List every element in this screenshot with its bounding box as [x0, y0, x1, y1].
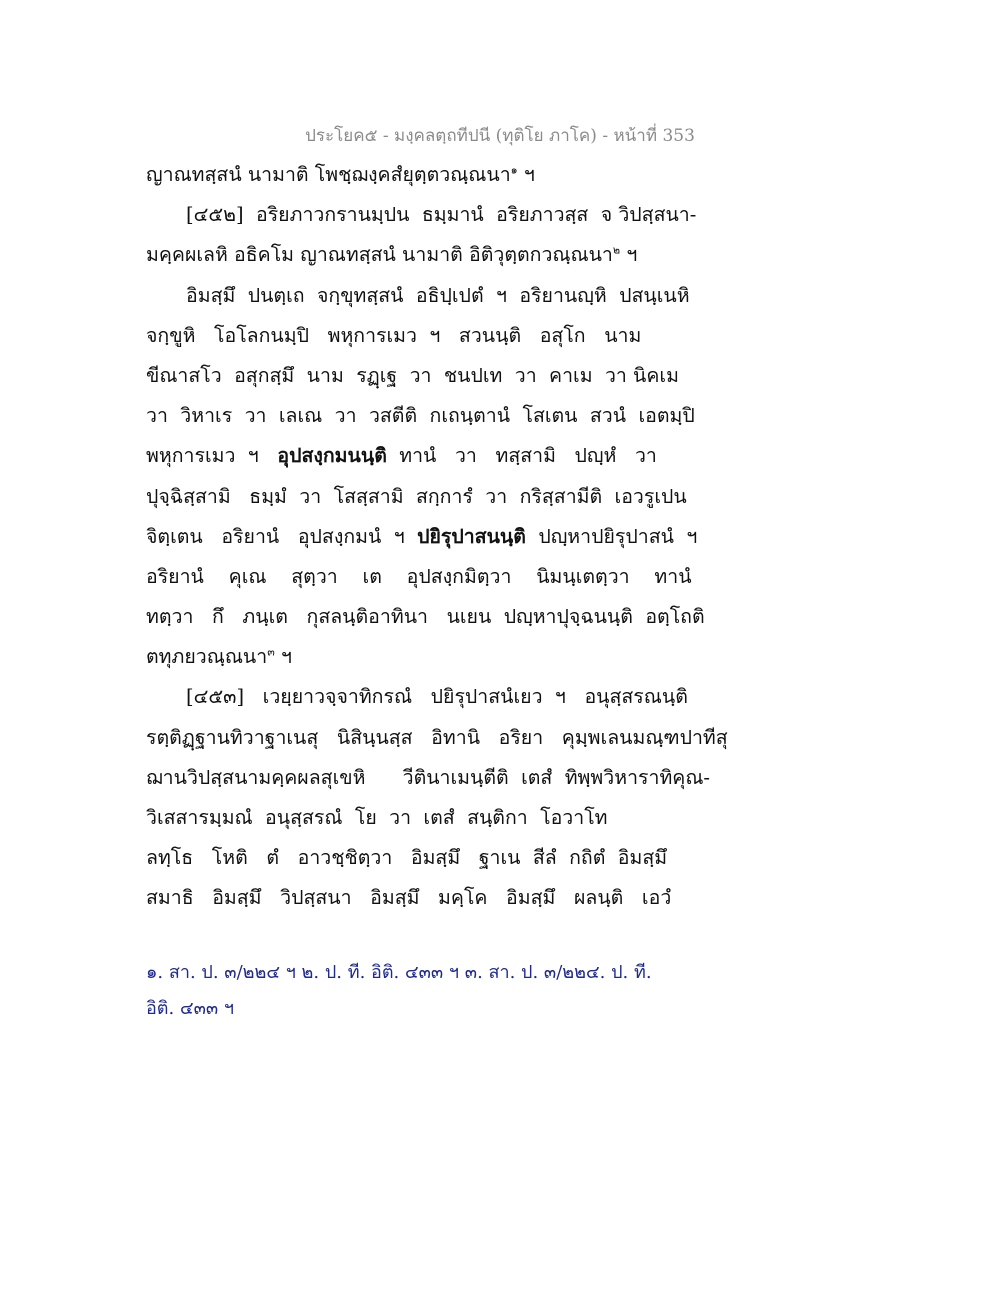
text-segment: [๔๕๒] อริยภาวกรานมฺปน ธมฺมานํ อริยภาวสฺส จ วิปสฺสนา-: [186, 203, 697, 227]
text-segment: ฯ: [517, 163, 535, 186]
text-line: [146, 677, 746, 717]
text-line: [146, 557, 746, 597]
footnotes: [146, 955, 746, 1027]
text-segment: มคฺคผเลหิ อธิคโม ญาณทสฺสนํ นามาติ อิติวุตฺตกวณฺณนา: [146, 243, 613, 267]
text-segment: อิมสฺมึ ปนตฺเถ จกฺขุทสฺสนํ อธิปฺเปตํ ฯ อริยานญฺหิ ปสนฺเนหิ: [186, 283, 690, 307]
text-segment: ทตฺวา กึ ภนฺเต กุสลนฺติอาทินา นเยน ปญฺหาปุจฺฉนนฺติ อตฺโถติ: [146, 605, 705, 629]
text-segment: วา วิหาเร วา เลเณ วา วสตีติ กเถนฺตานํ โสเตน สวนํ เอตมฺปิ: [146, 404, 695, 428]
text-line: [146, 597, 746, 637]
text-segment: ฌานวิปสฺสนามคฺคผลสุเขหิ วีตินาเมนฺตีติ เตสํ ทิพฺพวิหาราทิคุณ-: [146, 765, 711, 789]
text-segment: จกฺขูหิ โอโลกนมฺปิ พหุการเมว ฯ สวนนฺติ อสุโก นาม: [146, 323, 642, 347]
text-segment: [๔๕๓] เวยฺยาวจฺจาทิกรณํ ปยิรุปาสนํเยว ฯ อนุสฺสรณนฺติ: [186, 685, 688, 709]
text-segment: ญาณทสฺสนํ นามาติ โพชฺฌงฺคสํยุตฺตวณฺณนา: [146, 163, 511, 186]
text-segment: ฯ: [620, 243, 638, 267]
text-line: [146, 517, 746, 557]
footnote-line: อิติ. ๔๓๓ ฯ: [146, 998, 235, 1019]
text-segment: รตฺติฏฺฐานทิวาฐาเนสุ นิสินฺนสฺส อิทานิ อริยา คุมฺพเลนมณฺฑปาทีสุ: [146, 725, 728, 749]
text-line: [146, 436, 746, 476]
footnote-line: ๑. สา. ป. ๓/๒๒๔ ฯ ๒. ป. ที. อิติ. ๔๓๓ ฯ ๓. สา. ป. ๓/๒๒๔. ป. ที.: [146, 962, 652, 983]
text-segment: ขีณาสโว อสุกสฺมึ นาม รฏฺเฐ วา ชนปเท วา คาเม วา นิคเม: [146, 363, 679, 387]
text-segment: ปุจฺฉิสฺสามิ ธมฺมํ วา โสสฺสามิ สกฺการํ วา กริสฺสามีติ เอวรูเปน: [146, 484, 687, 508]
footnote-marker: ๑: [510, 163, 518, 177]
body-text: [146, 155, 746, 919]
text-segment: พหุการเมว ฯ: [146, 444, 278, 468]
text-line: [146, 316, 746, 356]
text-line: [146, 798, 746, 838]
text-line: [146, 235, 746, 275]
text-line: [146, 878, 746, 918]
text-line: [146, 396, 746, 436]
bold-term: อุปสงฺกมนนฺติ: [277, 444, 387, 468]
text-line: [146, 276, 746, 316]
text-segment: ตทุภยวณฺณนา: [146, 645, 268, 669]
text-segment: ฯ: [274, 645, 292, 669]
text-line: [146, 637, 746, 677]
footnote-marker: ๓: [267, 645, 275, 659]
text-segment: ทานํ วา ทสฺสามิ ปญฺหํ วา: [386, 444, 657, 468]
text-line: [146, 718, 746, 758]
text-segment: สมาธิ อิมสฺมึ วิปสฺสนา อิมสฺมึ มคฺโค อิมสฺมึ ผลนฺติ เอวํ: [146, 886, 672, 910]
footnote-marker: ๒: [612, 243, 621, 257]
text-line: [146, 155, 746, 195]
text-line: [146, 356, 746, 396]
running-header: ประโยค๕ - มงฺคลตฺถทีปนี (ทุติโย ภาโค) - หน้าที่ 353: [305, 126, 695, 146]
text-segment: วิเสสารมฺมณํ อนุสฺสรณํ โย วา เตสํ สนฺติกา โอวาโท: [146, 806, 608, 829]
text-line: [146, 758, 746, 798]
text-segment: อริยานํ คุเณ สุตฺวา เต อุปสงฺกมิตฺวา นิมนฺเตตฺวา ทานํ: [146, 564, 692, 588]
text-segment: ปญฺหาปยิรุปาสนํ ฯ: [525, 524, 698, 548]
text-line: [146, 477, 746, 517]
text-line: [146, 838, 746, 878]
bold-term: ปยิรุปาสนนฺติ: [417, 524, 526, 548]
text-segment: จิตฺเตน อริยานํ อุปสงฺกมนํ ฯ: [146, 524, 418, 548]
text-segment: ลทฺโธ โหติ ตํ อาวชฺชิตฺวา อิมสฺมึ ฐาเน สีลํ กถิตํ อิมสฺมึ: [146, 846, 668, 870]
text-line: [146, 195, 746, 235]
